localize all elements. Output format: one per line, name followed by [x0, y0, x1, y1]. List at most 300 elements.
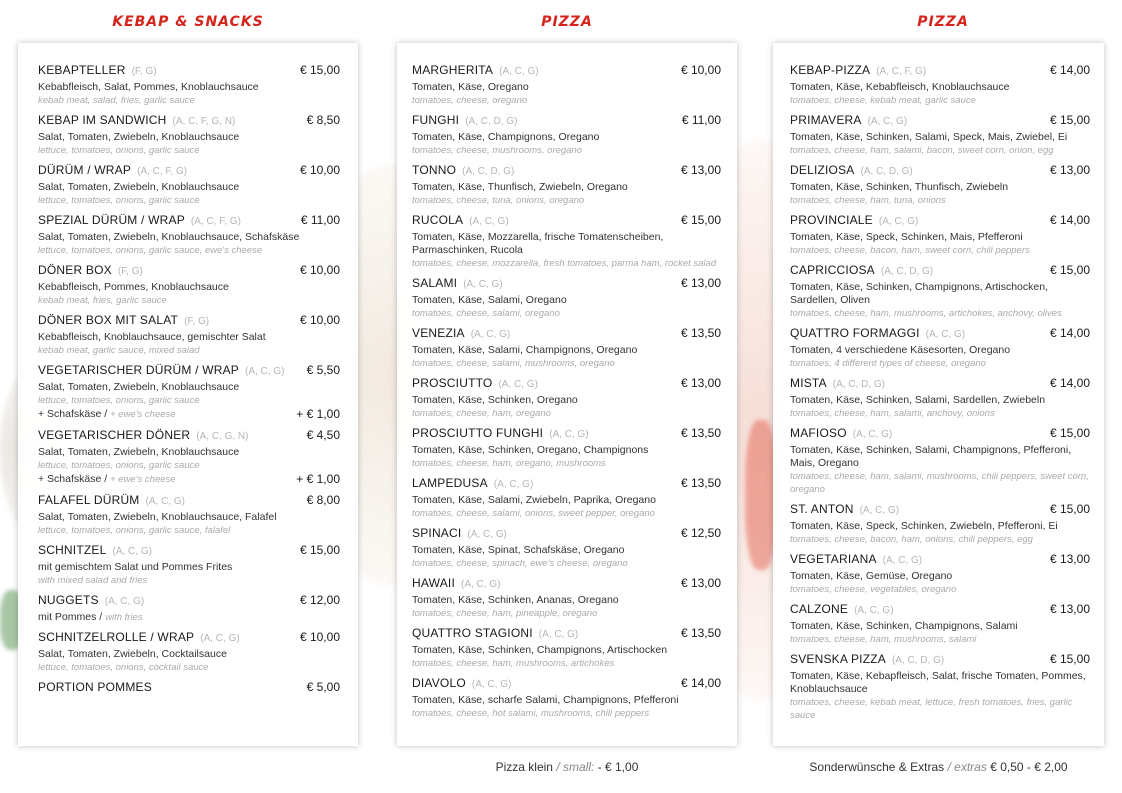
description-german: Tomaten, Käse, Schinken, Oregano [412, 394, 578, 406]
menu-item-description [38, 511, 340, 524]
footer-pizza-small-label: Pizza klein [495, 760, 553, 774]
section-heading-pizza-2: PIZZA [917, 14, 969, 30]
menu-item [790, 601, 1090, 646]
menu-item-title [790, 162, 913, 180]
menu-item-name: LAMPEDUSA [412, 476, 488, 490]
menu-item-description [412, 544, 721, 557]
menu-list-pizza-2 [790, 62, 1090, 727]
menu-item-title [412, 212, 509, 230]
menu-item-description [38, 331, 340, 344]
description-german: Salat, Tomaten, Zwiebeln, Knoblauchsauce [38, 446, 240, 458]
menu-item [38, 629, 340, 674]
description-german: Salat, Tomaten, Zwiebeln, Knoblauchsauce [38, 181, 240, 193]
allergen-codes: (A, C, D, G) [880, 266, 934, 277]
menu-item-title [38, 362, 284, 380]
allergen-codes: (A, C, G) [925, 329, 966, 340]
menu-item-name: PROSCIUTTO FUNGHI [412, 426, 544, 440]
menu-item-price: € 10,00 [299, 630, 340, 644]
menu-item-header [790, 601, 1090, 619]
menu-item-title [38, 679, 152, 695]
menu-item [412, 275, 721, 320]
menu-item-name: SCHNITZELROLLE / WRAP [38, 630, 195, 644]
menu-item [38, 492, 340, 537]
menu-item [790, 551, 1090, 596]
description-english: tomatoes, cheese, ham, pineapple, oregano [412, 608, 598, 619]
description-german: Tomaten, Käse, Speck, Schinken, Zwiebeln, Pfefferoni, Ei [790, 520, 1058, 532]
menu-item-header [38, 492, 340, 510]
allergen-codes: (F, G) [117, 266, 143, 277]
menu-item [412, 62, 721, 107]
allergen-codes: (A, C, G) [859, 505, 900, 516]
menu-item-price: € 14,00 [1049, 63, 1090, 77]
allergen-codes: (A, C, D, G) [832, 379, 886, 390]
menu-item-name: VENEZIA [412, 326, 465, 340]
menu-item-title [38, 262, 143, 280]
menu-item-title [790, 651, 944, 669]
description-english: tomatoes, cheese, ham, tuna, onions [790, 195, 946, 206]
description-german: Tomaten, Käse, Salami, Oregano [412, 294, 567, 306]
menu-item [412, 112, 721, 157]
description-english: lettuce, tomatoes, onions, garlic sauce [38, 395, 200, 406]
menu-item-price: € 15,00 [1049, 502, 1090, 516]
menu-item-description [38, 231, 340, 244]
menu-item-name: SPEZIAL DÜRÜM / WRAP [38, 213, 185, 227]
description-german: Tomaten, Käse, Schinken, Salami, Speck, Mais, Zwiebel, Ei [790, 131, 1068, 143]
description-german: Tomaten, Käse, Schinken, Oregano, Champignons [412, 444, 649, 456]
footer-extras [773, 760, 1104, 774]
description-german: Tomaten, Käse, Schinken, Ananas, Oregano [412, 594, 619, 606]
menu-item-description [790, 670, 1090, 696]
menu-item-name: QUATTRO FORMAGGI [790, 326, 920, 340]
menu-item-title [412, 425, 589, 443]
menu-item-header [412, 62, 721, 80]
description-english: tomatoes, cheese, ham, mushrooms, artichokes, anchovy, olives [790, 308, 1062, 319]
menu-item [38, 542, 340, 587]
menu-item-header [412, 375, 721, 393]
menu-item-header [412, 425, 721, 443]
footer-pizza-small-price: - € 1,00 [597, 760, 639, 774]
menu-item-header [790, 501, 1090, 519]
footer-extras-price: € 0,50 - € 2,00 [990, 760, 1068, 774]
description-german: Tomaten, Käse, Salami, Zwiebeln, Paprika, Oregano [412, 494, 656, 506]
menu-item-name: VEGETARISCHER DÜRÜM / WRAP [38, 363, 239, 377]
menu-item-name: VEGETARIANA [790, 552, 877, 566]
menu-item-description [38, 648, 340, 661]
menu-item-header [790, 325, 1090, 343]
menu-item-price: € 13,00 [680, 576, 721, 590]
menu-item-title [790, 212, 918, 230]
menu-item-description [38, 446, 340, 459]
menu-item [412, 325, 721, 370]
menu-item-price: € 14,00 [680, 676, 721, 690]
menu-item [38, 312, 340, 357]
menu-item [412, 575, 721, 620]
menu-item-price: € 11,00 [300, 213, 340, 227]
menu-item-header [38, 112, 340, 130]
menu-item-price: € 13,50 [680, 626, 721, 640]
menu-item [412, 475, 721, 520]
menu-item-price: € 13,00 [680, 376, 721, 390]
menu-item [38, 112, 340, 157]
menu-item-header [790, 375, 1090, 393]
description-german: Salat, Tomaten, Zwiebeln, Knoblauchsauce, Schafskäse [38, 231, 300, 243]
menu-item-title [38, 312, 209, 330]
menu-item-title [38, 542, 152, 560]
menu-item-name: KEBAP-PIZZA [790, 63, 871, 77]
menu-item-description [790, 231, 1090, 244]
menu-item-header [38, 262, 340, 280]
extra-label [38, 472, 176, 487]
description-english: tomatoes, cheese, salami, oregano [412, 308, 560, 319]
menu-item-header [790, 551, 1090, 569]
menu-item-price: € 4,50 [306, 428, 340, 442]
menu-item-name: PROSCIUTTO [412, 376, 493, 390]
menu-item-title [38, 629, 240, 647]
allergen-codes: (A, C, G) [471, 679, 512, 690]
menu-item-description [412, 81, 721, 94]
allergen-codes: (A, C, D, G) [860, 166, 913, 177]
allergen-codes: (A, C, G) [200, 633, 240, 644]
menu-item-name: PORTION POMMES [38, 680, 152, 694]
menu-item [790, 112, 1090, 157]
menu-item-title [412, 575, 500, 593]
menu-item-header [38, 427, 340, 445]
description-english: tomatoes, cheese, salami, mushrooms, oregano [412, 358, 615, 369]
menu-item-header [412, 325, 721, 343]
allergen-codes: (A, C, D, G) [465, 116, 518, 127]
menu-item-price: € 12,50 [680, 526, 721, 540]
menu-panel-pizza-2 [773, 43, 1104, 746]
footer-pizza-small-english: / small: [556, 760, 595, 774]
allergen-codes: (A, C, G) [498, 379, 538, 390]
allergen-codes: (A, C, G) [882, 555, 923, 566]
menu-item [790, 325, 1090, 370]
description-german: Tomaten, Käse, Mozzarella, frische Tomatenscheiben, Parmaschinken, Rucola [412, 231, 664, 256]
extra-english: + ewe's cheese [110, 474, 176, 485]
menu-item [790, 62, 1090, 107]
menu-item [38, 62, 340, 107]
menu-item-header [412, 625, 721, 643]
menu-item-header [790, 212, 1090, 230]
menu-item-price: € 5,50 [306, 363, 340, 377]
description-german: Tomaten, Käse, Schinken, Champignons, Salami [790, 620, 1018, 632]
menu-item-price: € 10,00 [299, 313, 340, 327]
menu-item-description [790, 181, 1090, 194]
menu-item-title [412, 112, 517, 130]
menu-item-header [38, 62, 340, 80]
menu-item-title [38, 427, 249, 445]
menu-item-description [790, 344, 1090, 357]
menu-item-price: € 15,00 [680, 213, 721, 227]
menu-item-name: DELIZIOSA [790, 163, 855, 177]
menu-item-price: € 13,00 [1049, 552, 1090, 566]
menu-item-title [38, 62, 157, 80]
description-german: Tomaten, Käse, scharfe Salami, Champignons, Pfefferoni [412, 694, 679, 706]
description-english: tomatoes, cheese, bacon, ham, onions, chili peppers, egg [790, 534, 1033, 545]
allergen-codes: (A, C, G) [538, 629, 579, 640]
menu-item-header [412, 162, 721, 180]
menu-item-price: € 13,00 [1049, 602, 1090, 616]
menu-item-price: € 15,00 [1049, 652, 1090, 666]
menu-item [38, 162, 340, 207]
menu-item-price: € 13,50 [680, 426, 721, 440]
menu-item [790, 425, 1090, 496]
menu-item-name: CAPRICCIOSA [790, 263, 875, 277]
menu-item [38, 212, 340, 257]
allergen-codes: (A, C, G) [499, 66, 539, 77]
description-english: tomatoes, cheese, hot salami, mushrooms, chili peppers [412, 708, 650, 719]
menu-item-title [790, 325, 965, 343]
description-german: Tomaten, Käse, Speck, Schinken, Mais, Pfefferoni [790, 231, 1023, 243]
description-english: lettuce, tomatoes, onions, garlic sauce [38, 460, 200, 471]
menu-item-price: € 13,50 [680, 476, 721, 490]
menu-item-description [790, 81, 1090, 94]
description-german: Kebabfleisch, Knoblauchsauce, gemischter Salat [38, 331, 266, 343]
menu-item-name: SVENSKA PIZZA [790, 652, 886, 666]
description-german: Tomaten, Käse, Thunfisch, Zwiebeln, Oregano [412, 181, 628, 193]
menu-list-pizza-1 [412, 62, 721, 725]
menu-item-extra [38, 472, 340, 487]
description-english: tomatoes, cheese, tuna, onions, oregano [412, 195, 585, 206]
description-german: Tomaten, Käse, Gemüse, Oregano [790, 570, 953, 582]
menu-item-header [38, 362, 340, 380]
menu-item-name: MAFIOSO [790, 426, 847, 440]
description-german: Tomaten, Käse, Oregano [412, 81, 529, 93]
description-english: kebab meat, salad, fries, garlic sauce [38, 95, 195, 106]
menu-item-header [790, 651, 1090, 669]
menu-item-header [412, 575, 721, 593]
description-german: Salat, Tomaten, Zwiebeln, Knoblauchsauce [38, 381, 240, 393]
description-english: tomatoes, cheese, kebab meat, garlic sauce [790, 95, 976, 106]
menu-item-header [38, 592, 340, 610]
description-english: tomatoes, cheese, ham, mushrooms, salami [790, 634, 977, 645]
menu-item-description [790, 394, 1090, 407]
menu-item [412, 625, 721, 670]
menu-item [790, 262, 1090, 320]
menu-item-description [412, 294, 721, 307]
menu-item-name: QUATTRO STAGIONI [412, 626, 533, 640]
menu-item-price: € 10,00 [680, 63, 721, 77]
footer-extras-english: / extras [947, 760, 987, 774]
description-english: tomatoes, cheese, vegetables, oregano [790, 584, 957, 595]
menu-item-description [412, 344, 721, 357]
menu-item-header [38, 212, 340, 230]
description-english: lettuce, tomatoes, onions, garlic sauce [38, 195, 200, 206]
description-english: tomatoes, cheese, ham, mushrooms, artichokes [412, 658, 615, 669]
description-english-inline: with fries [105, 612, 143, 623]
allergen-codes: (A, C, G) [493, 479, 534, 490]
menu-item-name: DIAVOLO [412, 676, 466, 690]
description-german: Tomaten, Käse, Schinken, Salami, Champignons, Pfefferoni, Mais, Oregano [790, 444, 1072, 469]
menu-item-price: € 10,00 [299, 263, 340, 277]
menu-item-description [38, 81, 340, 94]
description-german: Tomaten, Käse, Champignons, Oregano [412, 131, 600, 143]
menu-item-description [412, 494, 721, 507]
allergen-codes: (A, C, F, G) [190, 216, 241, 227]
description-english: lettuce, tomatoes, onions, garlic sauce, ewe's cheese [38, 245, 263, 256]
menu-item-header [790, 62, 1090, 80]
menu-item-title [38, 492, 185, 510]
menu-item-header [412, 475, 721, 493]
menu-item-name: HAWAII [412, 576, 455, 590]
menu-item-price: € 15,00 [1049, 263, 1090, 277]
description-german: Tomaten, Käse, Spinat, Schafskäse, Oregano [412, 544, 625, 556]
menu-item-name: TONNO [412, 163, 457, 177]
allergen-codes: (A, C, G) [112, 546, 152, 557]
description-english: tomatoes, cheese, mushrooms, oregano [412, 145, 583, 156]
menu-item-description [412, 444, 721, 457]
allergen-codes: (A, C, G) [245, 366, 285, 377]
menu-item-name: SALAMI [412, 276, 458, 290]
menu-item-title [790, 425, 892, 443]
description-english: tomatoes, cheese, bacon, ham, sweet corn, chili peppers [790, 245, 1030, 256]
menu-item-name: FALAFEL DÜRÜM [38, 493, 140, 507]
menu-item-price: € 14,00 [1049, 376, 1090, 390]
menu-item-name: SPINACI [412, 526, 462, 540]
description-german: Salat, Tomaten, Zwiebeln, Knoblauchsauce [38, 131, 240, 143]
menu-item-price: € 13,00 [1049, 163, 1090, 177]
menu-item-header [38, 629, 340, 647]
menu-item-price: € 5,00 [306, 680, 340, 694]
description-german: Tomaten, Käse, Salami, Champignons, Oregano [412, 344, 638, 356]
menu-item-name: ST. ANTON [790, 502, 854, 516]
menu-item-description [412, 231, 721, 257]
menu-item-title [790, 501, 899, 519]
allergen-codes: (A, C, G) [469, 216, 509, 227]
menu-item-name: FUNGHI [412, 113, 460, 127]
menu-item-name: DÖNER BOX MIT SALAT [38, 313, 179, 327]
menu-item-description [38, 131, 340, 144]
footer-pizza-small [397, 760, 737, 774]
menu-item [412, 425, 721, 470]
menu-item-header [412, 212, 721, 230]
menu-item-name: PROVINCIALE [790, 213, 873, 227]
menu-item [38, 592, 340, 624]
menu-item-name: RUCOLA [412, 213, 464, 227]
section-heading-kebap: KEBAP & SNACKS [112, 14, 264, 30]
menu-item-title [790, 601, 894, 619]
allergen-codes: (A, C, G) [878, 216, 919, 227]
menu-item-name: MARGHERITA [412, 63, 494, 77]
menu-item [412, 525, 721, 570]
menu-item-title [412, 375, 538, 393]
description-english: kebab meat, fries, garlic sauce [38, 295, 167, 306]
menu-item [790, 375, 1090, 420]
description-english: tomatoes, cheese, ham, oregano [412, 408, 551, 419]
menu-item-price: € 13,50 [680, 326, 721, 340]
menu-item-title [790, 551, 922, 569]
menu-item-price: € 13,00 [680, 163, 721, 177]
description-german: Tomaten, Käse, Kebapfleisch, Salat, frische Tomaten, Pommes, Knoblauchsauce [790, 670, 1086, 695]
allergen-codes: (A, C, G) [460, 579, 501, 590]
description-english: tomatoes, cheese, salami, onions, sweet pepper, oregano [412, 508, 655, 519]
menu-list-kebap [38, 62, 340, 700]
description-german: Tomaten, Käse, Schinken, Champignons, Artischocken [412, 644, 668, 656]
allergen-codes: (A, C, G) [470, 329, 511, 340]
menu-panel-pizza-1 [397, 43, 737, 746]
allergen-codes: (A, C, G) [104, 596, 145, 607]
allergen-codes: (A, C, G) [854, 605, 894, 616]
description-english: tomatoes, 4 different types of cheese, oregano [790, 358, 986, 369]
menu-item-title [38, 212, 241, 230]
allergen-codes: (A, C, G) [467, 529, 507, 540]
description-german: Tomaten, Käse, Schinken, Thunfisch, Zwiebeln [790, 181, 1009, 193]
allergen-codes: (A, C, G, N) [196, 431, 249, 442]
menu-item-name: DÖNER BOX [38, 263, 112, 277]
menu-item-description [412, 131, 721, 144]
menu-item-title [790, 375, 885, 393]
description-german: Tomaten, 4 verschiedene Käsesorten, Oregano [790, 344, 1011, 356]
menu-item-description [790, 131, 1090, 144]
menu-item-price: € 15,00 [1049, 426, 1090, 440]
menu-item-name: KEBAPTELLER [38, 63, 126, 77]
description-english: tomatoes, cheese, ham, salami, anchovy, onions [790, 408, 995, 419]
allergen-codes: (F, G) [184, 316, 210, 327]
description-english: lettuce, tomatoes, onions, garlic sauce [38, 145, 200, 156]
description-german: Kebabfleisch, Salat, Pommes, Knoblauchsauce [38, 81, 259, 93]
menu-item-name: VEGETARISCHER DÖNER [38, 428, 191, 442]
menu-item-description [38, 281, 340, 294]
menu-item [790, 501, 1090, 546]
description-english: tomatoes, cheese, ham, oregano, mushrooms [412, 458, 606, 469]
menu-item-name: MISTA [790, 376, 827, 390]
description-english: kebab meat, garlic sauce, mixed salad [38, 345, 200, 356]
allergen-codes: (A, C, G) [852, 429, 893, 440]
menu-item [38, 679, 340, 695]
extra-price: + € 1,00 [296, 472, 340, 486]
allergen-codes: (A, C, G) [145, 496, 185, 507]
allergen-codes: (A, C, G) [549, 429, 589, 440]
menu-item-description [790, 281, 1090, 307]
menu-item-header [790, 425, 1090, 443]
menu-item-description [38, 381, 340, 394]
menu-item-title [412, 475, 533, 493]
menu-item-description [412, 394, 721, 407]
menu-item-title [790, 112, 907, 130]
menu-item-price: € 14,00 [1049, 326, 1090, 340]
description-german: mit Pommes / [38, 611, 103, 623]
menu-item-description [412, 694, 721, 707]
description-german: mit gemischtem Salat und Pommes Frites [38, 561, 233, 573]
menu-item-price: € 12,00 [299, 593, 340, 607]
description-german: Tomaten, Käse, Schinken, Champignons, Artischocken, Sardellen, Oliven [790, 281, 1048, 306]
allergen-codes: (A, C, D, G) [462, 166, 515, 177]
description-english: lettuce, tomatoes, onions, cocktail sauce [38, 662, 209, 673]
extra-english: + ewe's cheese [110, 409, 176, 420]
description-german: Tomaten, Käse, Kebabfleisch, Knoblauchsauce [790, 81, 1010, 93]
menu-item-header [38, 679, 340, 695]
menu-item-title [412, 625, 578, 643]
extra-german: + Schafskäse / [38, 408, 108, 420]
menu-item-title [38, 162, 187, 180]
allergen-codes: (A, C, F, G, N) [172, 116, 236, 127]
description-english: with mixed salad and fries [38, 575, 148, 586]
description-english: tomatoes, cheese, ham, salami, mushrooms, chili peppers, sweet corn, oregano [790, 471, 1089, 495]
allergen-codes: (A, C, F, G) [876, 66, 927, 77]
extra-label [38, 407, 176, 422]
allergen-codes: (F, G) [131, 66, 157, 77]
description-german: Salat, Tomaten, Zwiebeln, Knoblauchsauce, Falafel [38, 511, 277, 523]
menu-item-description [38, 611, 340, 624]
menu-item-header [38, 312, 340, 330]
menu-item [38, 362, 340, 422]
menu-item-price: € 15,00 [299, 543, 340, 557]
menu-item-extra [38, 407, 340, 422]
menu-item-header [412, 525, 721, 543]
section-heading-pizza-1: PIZZA [541, 14, 593, 30]
menu-item-title [412, 525, 507, 543]
menu-item-header [38, 542, 340, 560]
